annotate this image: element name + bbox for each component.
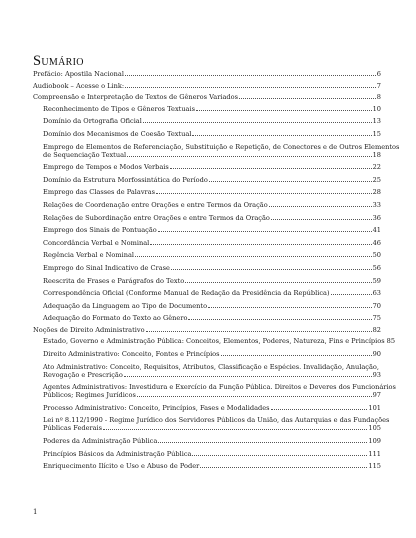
dot-leader [269, 206, 372, 207]
toc-entry-title: Públicos; Regimes Jurídicos [43, 391, 136, 400]
toc-page-number: 36 [372, 213, 381, 222]
dot-leader [143, 122, 372, 123]
dot-leader [185, 282, 371, 283]
toc-page-number: 109 [368, 437, 381, 446]
toc-entry-title: Reconhecimento de Tipos e Gêneros Textuais [43, 104, 195, 113]
toc-entry[interactable] [33, 82, 381, 90]
toc-entry-title: Emprego das Classes de Palavras [43, 188, 156, 197]
toc-page-number: 59 [372, 276, 381, 285]
dot-leader [150, 244, 371, 245]
toc-entry-title: Domínio dos Mecanismos de Coesão Textual [43, 129, 192, 138]
dot-leader [156, 193, 372, 194]
toc-entry[interactable] [33, 302, 381, 310]
toc-entry-title: Prefácio: Apostila Nacional [33, 70, 124, 78]
toc-entry-title: Adequação da Linguagem ao Tipo de Documento [43, 301, 208, 310]
toc-entry-title: Adequação do Formato do Texto ao Gênero [43, 314, 188, 323]
toc-entry[interactable] [33, 176, 381, 184]
toc-entry-title: Concordância Verbal e Nominal [43, 238, 150, 247]
toc-page-number: 56 [372, 263, 381, 272]
toc-entry-title: Domínio da Ortografia Oficial [43, 117, 142, 126]
toc-entry-title: Emprego de Elementos de Referenciação, Substituição e Repetição, de Conectores e de Outros Elementos [43, 142, 400, 151]
toc-page-number: 97 [372, 391, 381, 400]
footer-page-number: 1 [33, 508, 38, 516]
toc-entry[interactable] [33, 130, 381, 138]
toc-page-number: 7 [376, 81, 381, 90]
dot-leader [158, 442, 367, 443]
toc-entry[interactable] [33, 251, 381, 259]
toc-entry[interactable] [33, 450, 381, 458]
dot-leader [127, 156, 371, 157]
toc-page-number: 15 [372, 129, 381, 138]
toc-page-number: 75 [372, 314, 381, 323]
toc-entry-title: Audiobook – Acesse o Link: [33, 81, 125, 90]
toc-page-number: 33 [372, 200, 381, 209]
toc-entry[interactable] [33, 289, 381, 297]
toc-page-number: 111 [368, 449, 381, 458]
toc-entry[interactable] [33, 93, 381, 101]
dot-leader [170, 168, 372, 169]
toc-entry-title: Poderes da Administração Pública [43, 437, 158, 446]
toc-entry[interactable] [33, 70, 381, 78]
toc-page-number: 90 [372, 350, 381, 359]
toc-entry-title: Públicas Federais [43, 424, 103, 433]
toc-page-number: 22 [372, 163, 381, 172]
toc-entry[interactable] [33, 350, 381, 358]
toc-entry[interactable] [33, 437, 381, 445]
toc-entry[interactable] [33, 239, 381, 247]
dot-leader [271, 409, 368, 410]
dot-leader [192, 455, 367, 456]
toc-entry-title: Direito Administrativo: Conceito, Fontes e Princípios [43, 350, 220, 359]
toc-page-number: 18 [372, 150, 381, 159]
toc-entry-title: Emprego do Sinal Indicativo de Crase [43, 263, 170, 272]
dot-leader [146, 331, 372, 332]
toc-entry[interactable] [33, 105, 381, 113]
toc-page-number: 13 [372, 117, 381, 126]
toc-entry[interactable] [33, 226, 381, 234]
toc-entry-title: Agentes Administrativos: Investidura e Exercício da Função Pública. Direitos e Deveres dos Funcionários [43, 383, 396, 392]
table-of-contents [33, 70, 400, 471]
toc-entry-title: Relações de Subordinação entre Orações e entre Termos da Oração [43, 213, 270, 222]
toc-page-number: 50 [372, 251, 381, 260]
toc-entry[interactable] [33, 383, 396, 400]
toc-entry-title: Noções de Direito Administrativo [33, 325, 145, 334]
toc-page-number: 85 [386, 337, 396, 346]
toc-page-number: 70 [372, 301, 381, 310]
page-title: Sumário [33, 53, 84, 69]
toc-entry[interactable] [33, 214, 381, 222]
toc-page-number: 25 [372, 175, 381, 184]
dot-leader [135, 256, 372, 257]
toc-page-number: 41 [372, 226, 381, 235]
toc-entry-title: Processo Administrativo: Conceito, Princípios, Fases e Modalidades [43, 403, 270, 412]
toc-entry[interactable] [33, 462, 381, 470]
toc-entry[interactable] [33, 264, 381, 272]
dot-leader [208, 307, 372, 308]
toc-entry[interactable] [33, 404, 381, 412]
toc-entry-title: Ato Administrativo: Conceito, Requisitos, Atributos, Classificação e Espécies. Invalidação, Anulação, [43, 362, 379, 371]
toc-entry[interactable] [33, 314, 381, 322]
dot-leader [103, 429, 367, 430]
dot-leader [221, 355, 372, 356]
toc-page-number: 82 [372, 325, 381, 334]
dot-leader [196, 110, 372, 111]
toc-entry-title: Revogação e Prescrição [43, 370, 123, 379]
toc-entry[interactable] [33, 201, 381, 209]
toc-page-number: 115 [368, 462, 381, 471]
toc-entry-title: Princípios Básicos da Administração Pública [43, 449, 192, 458]
toc-entry-title: Emprego dos Sinais de Pontuação [43, 226, 157, 235]
toc-entry-title: Emprego de Tempos e Modos Verbais [43, 163, 169, 172]
toc-page-number: 10 [372, 104, 381, 113]
toc-entry[interactable] [33, 416, 390, 433]
toc-entry[interactable] [33, 117, 381, 125]
dot-leader [125, 87, 376, 88]
toc-entry-title: Lei nº 8.112/1990 - Regime Jurídico dos Servidores Públicos da União, das Autarquias e das Fundações [43, 416, 390, 425]
dot-leader [124, 376, 372, 377]
toc-entry-title: Enriquecimento Ilícito e Uso e Abuso de Poder [43, 462, 200, 471]
toc-entry-title: de Sequenciação Textual [43, 150, 127, 159]
toc-entry[interactable] [33, 277, 381, 285]
toc-page-number: 6 [376, 70, 381, 78]
toc-entry-title: Compreensão e Interpretação de Textos de Gêneros Variados [33, 93, 238, 102]
toc-entry[interactable] [33, 337, 396, 346]
toc-entry-title: Relações de Coordenação entre Orações e entre Termos da Oração [43, 200, 268, 209]
toc-page-number: 105 [368, 424, 381, 433]
dot-leader [137, 396, 372, 397]
dot-leader [239, 98, 376, 99]
dot-leader [331, 294, 372, 295]
dot-leader [158, 231, 372, 232]
dot-leader [125, 75, 376, 76]
toc-page-number: 8 [376, 93, 381, 102]
toc-entry[interactable] [33, 326, 381, 334]
toc-entry[interactable] [33, 188, 381, 196]
toc-page-number: 46 [372, 238, 381, 247]
dot-leader [171, 269, 372, 270]
toc-entry-title: Reescrita de Frases e Parágrafos do Texto [43, 276, 185, 285]
toc-entry[interactable] [33, 142, 400, 159]
dot-leader [192, 135, 371, 136]
toc-entry[interactable] [33, 163, 381, 171]
dot-leader [188, 319, 371, 320]
toc-page-number: 63 [372, 289, 381, 298]
toc-page-number: 93 [372, 370, 381, 379]
dot-leader [209, 181, 372, 182]
toc-entry-title: Regência Verbal e Nominal [43, 251, 135, 260]
toc-entry[interactable] [33, 363, 381, 379]
toc-entry-title: Estado, Governo e Administração Pública: Conceitos, Elementos, Poderes, Natureza, Fins e Princípios [43, 337, 385, 346]
toc-page-number: 28 [372, 188, 381, 197]
toc-page-number: 101 [368, 403, 381, 412]
toc-entry-title: Correspondência Oficial (Conforme Manual de Redação da Presidência da República) [43, 289, 330, 298]
dot-leader [271, 219, 372, 220]
toc-entry-title: Domínio da Estrutura Morfossintática do Período [43, 175, 208, 184]
dot-leader [200, 467, 367, 468]
